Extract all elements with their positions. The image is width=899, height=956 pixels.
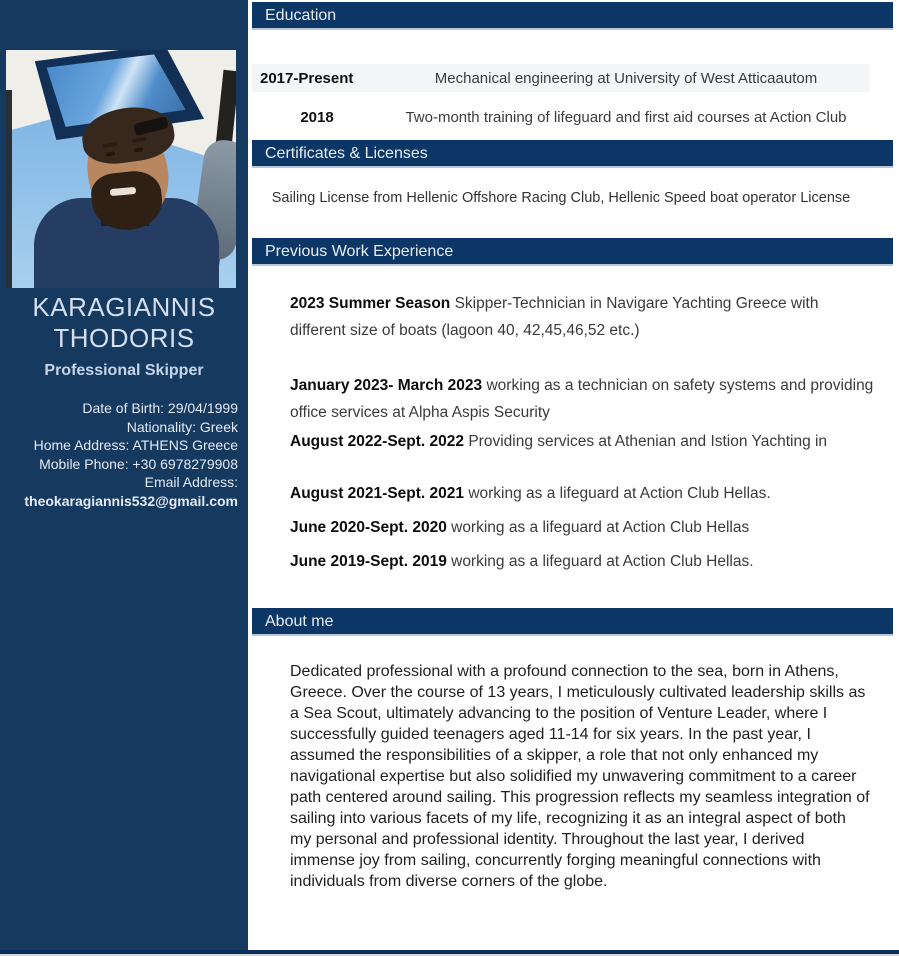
contact-email-label: Email Address:	[144, 474, 238, 490]
experience-description: working as a lifeguard at Action Club Hellas	[446, 519, 750, 536]
experience-entry	[290, 290, 875, 344]
contact-nationality: Nationality: Greek	[126, 418, 238, 435]
contact-email[interactable]: theokaragiannis532@gmail.com	[24, 492, 238, 509]
experience-entry	[290, 372, 875, 426]
education-description: Two-month training of lifeguard and first aid courses at Action Club	[405, 108, 847, 126]
experience-period: August 2021-Sept. 2021	[290, 485, 465, 502]
contact-info	[0, 399, 248, 510]
section-heading-certificates: Certificates & Licenses	[252, 140, 893, 168]
experience-period: 2023 Summer Season	[290, 295, 451, 312]
photo-window-frame	[6, 90, 12, 288]
experience-entry	[290, 428, 875, 455]
experience-period: June 2019-Sept. 2019	[290, 553, 447, 570]
education-date: 2018	[300, 108, 334, 126]
contact-mobile-phone: Mobile Phone: +30 6978279908	[39, 455, 238, 472]
profile-photo	[6, 50, 236, 288]
education-date: 2017-Present	[260, 69, 354, 87]
experience-entry	[290, 548, 875, 575]
about-paragraph: Dedicated professional with a profound connection to the sea, born in Athens, Greece. Over the course of 13 years, I meticulously cultivated leadership skills as a Sea Scout, ultimately advancing to the position of Venture Leader, where I successfully guided teenagers aged 11-14 for six years. In the past year, I assumed the responsibilities of a skipper, a role that not only enhanced my navigational expertise but also solidified my unwavering commitment to a career path centered around sailing. This progression reflects my seamless integration of sailing into various facets of my life, recognizing it as an integral aspect of both my personal and professional identity. Throughout the last year, I derived immense joy from sailing, concurrently forging meaningful connections with individuals from diverse corners of the globe.	[290, 663, 870, 890]
experience-entry	[290, 480, 875, 507]
contact-home-address: Home Address: ATHENS Greece	[33, 437, 238, 453]
experience-description: working as a lifeguard at Action Club Hellas.	[464, 485, 771, 502]
experience-description: Providing services at Athenian and Istion Yachting in	[464, 433, 828, 450]
sidebar	[0, 0, 248, 950]
experience-description: working as a technician on safety systems and providing office services at Alpha Aspis Security	[290, 377, 874, 421]
section-heading-about: About me	[252, 608, 893, 636]
contact-date-of-birth: Date of Birth: 29/04/1999	[82, 400, 238, 416]
main-content	[252, 0, 893, 950]
candidate-title: Professional Skipper	[44, 362, 204, 379]
education-row	[252, 103, 870, 131]
experience-period: June 2020-Sept. 2020	[290, 519, 447, 536]
candidate-name: KARAGIANNIS THODORIS	[32, 292, 216, 353]
experience-period: January 2023- March 2023	[290, 377, 483, 394]
section-heading-experience: Previous Work Experience	[252, 238, 893, 266]
education-row	[252, 64, 870, 92]
education-description: Mechanical engineering at University of West Atticaautom	[434, 69, 818, 87]
experience-period: August 2022-Sept. 2022	[290, 433, 465, 450]
section-heading-education: Education	[252, 2, 893, 30]
experience-description: working as a lifeguard at Action Club Hellas.	[446, 553, 754, 570]
experience-description: Skipper-Technician in Navigare Yachting Greece with different size of boats (lagoon 40, 42,45,46,52 etc.)	[290, 295, 819, 339]
certificates-text: Sailing License from Hellenic Offshore Racing Club, Hellenic Speed boat operator License	[271, 190, 851, 206]
experience-entry	[290, 514, 875, 541]
